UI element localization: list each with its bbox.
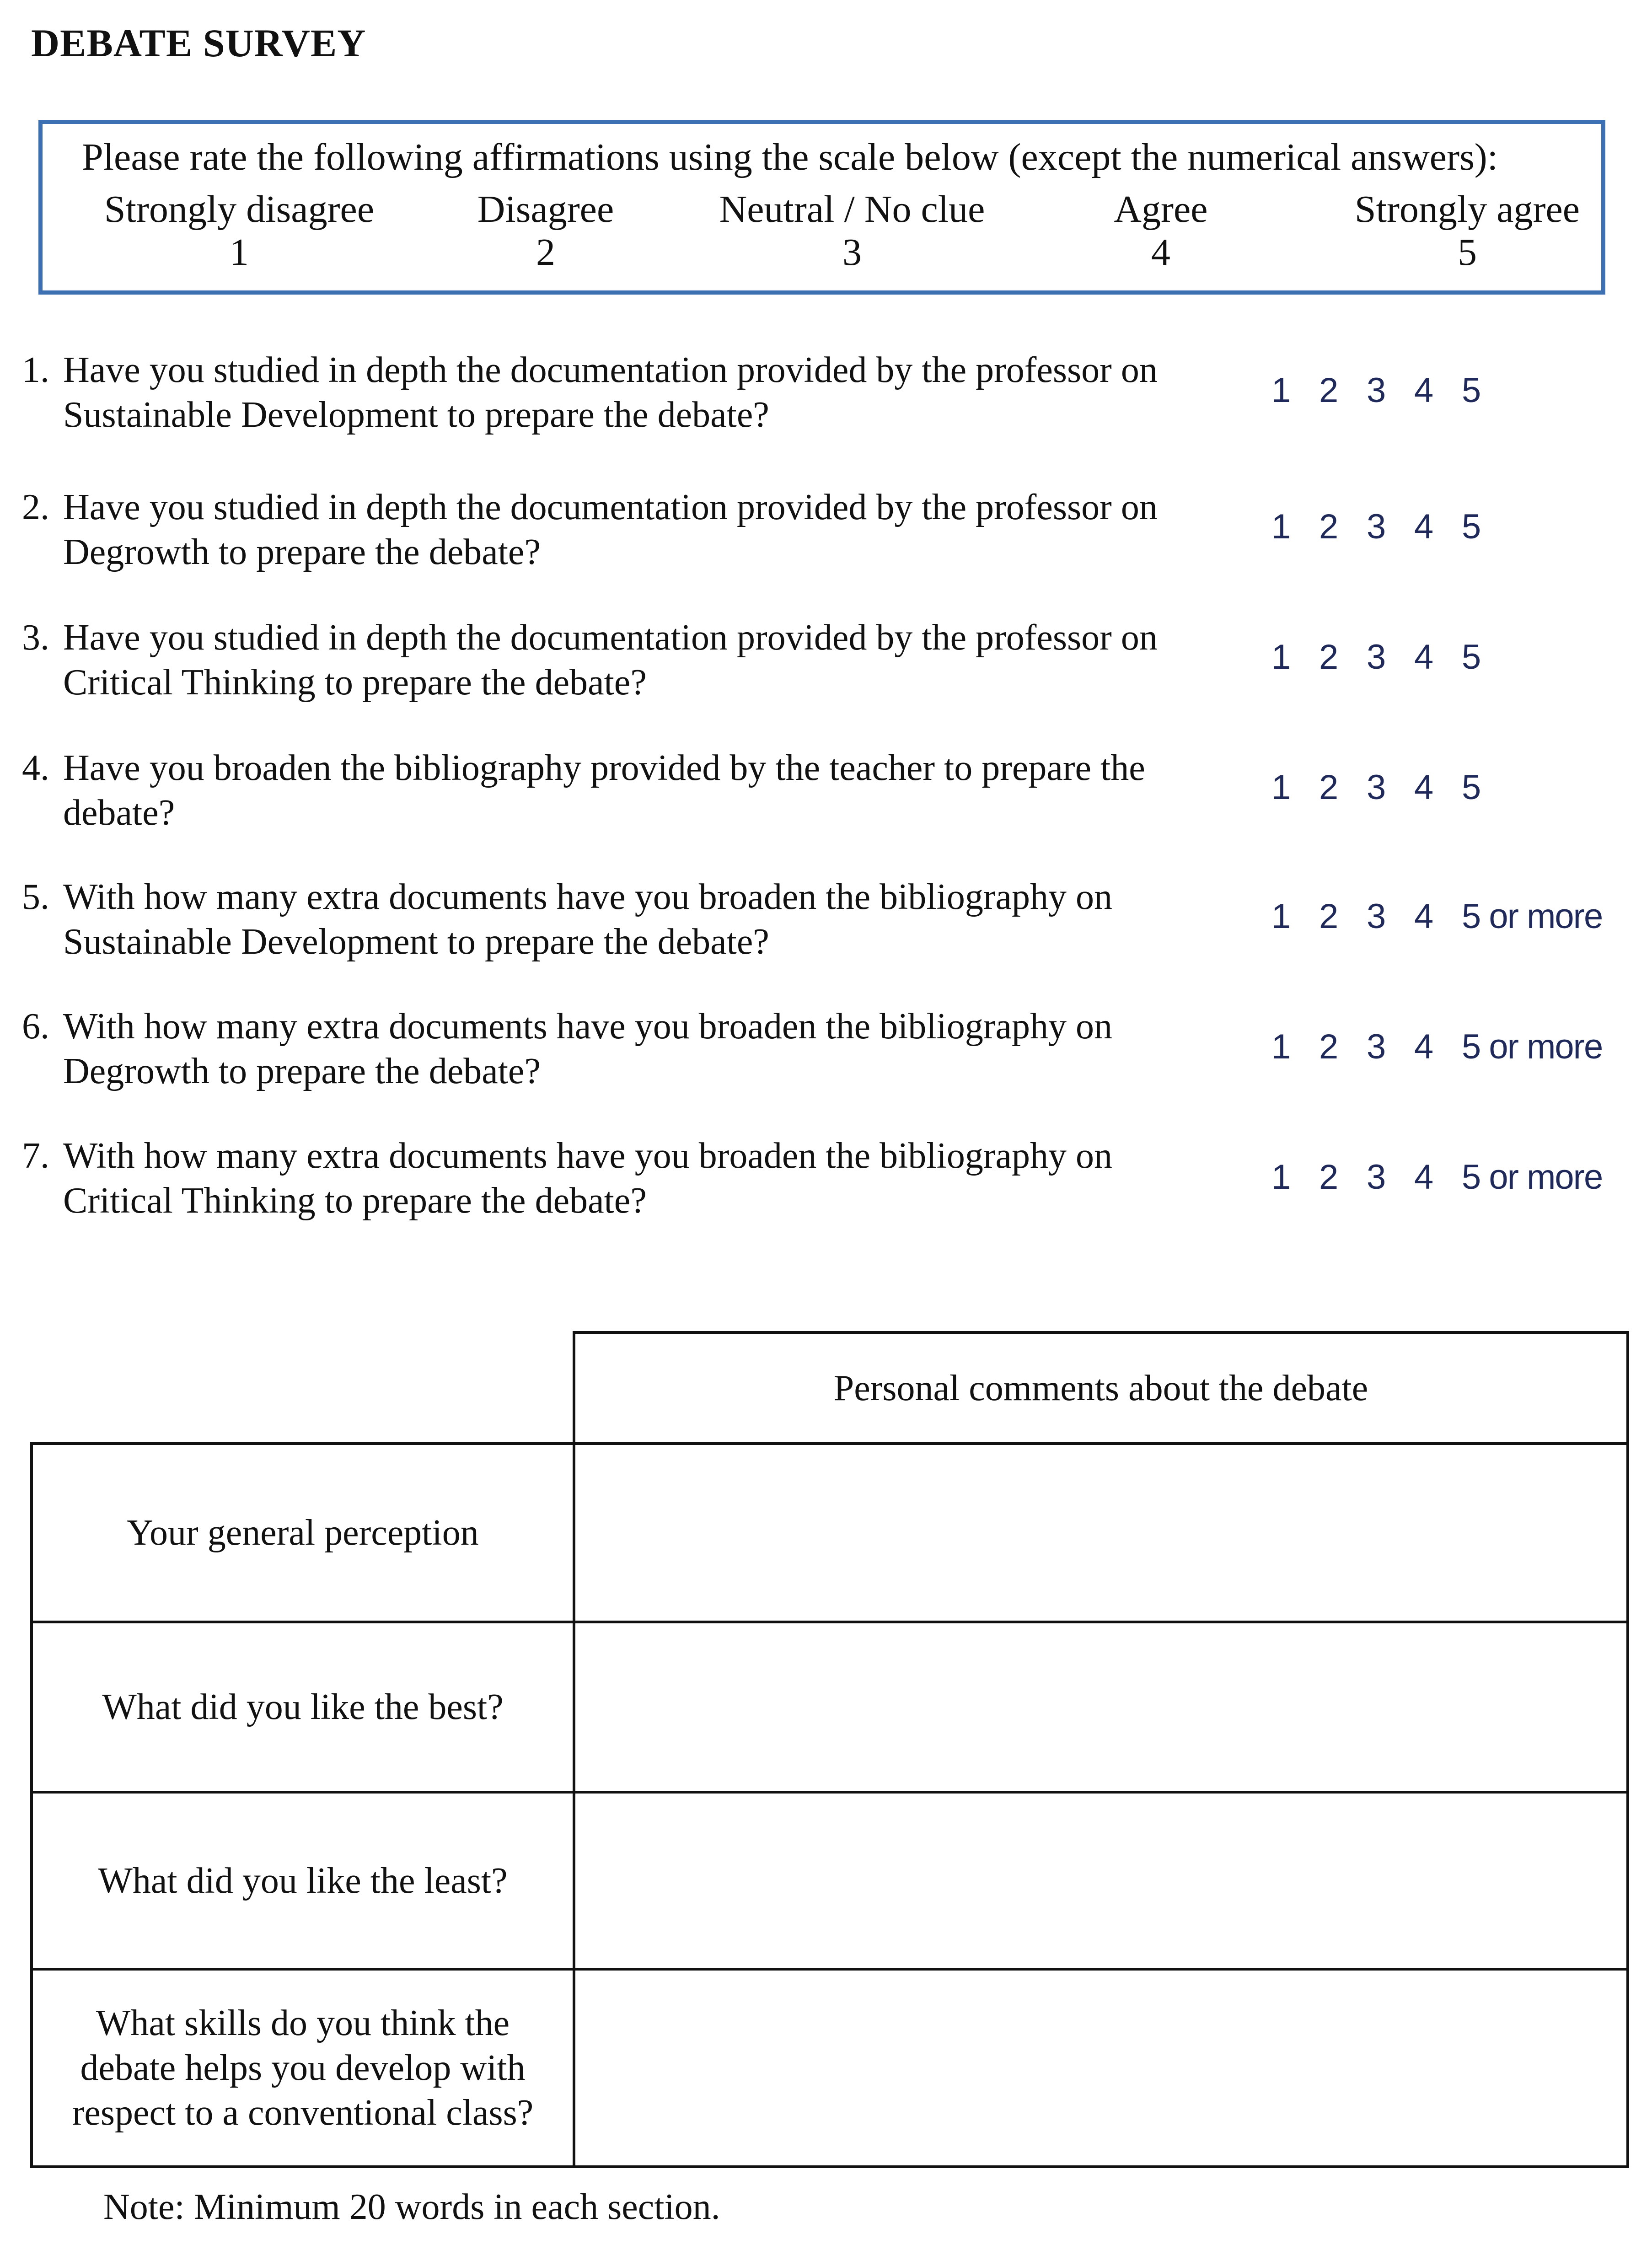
answer-option[interactable]: 2 [1319,507,1339,546]
answer-option[interactable]: 1 [1271,1158,1291,1197]
answer-option[interactable]: 1 [1271,1027,1291,1066]
question [22,1004,1248,1094]
comment-answer-cell[interactable] [575,1445,1626,1621]
question-number: 4. [22,748,49,788]
answer-option[interactable]: 1 [1271,371,1291,410]
answer-option[interactable]: 4 [1414,371,1434,410]
answer-option[interactable]: 3 [1367,638,1386,677]
scale-item [715,188,989,274]
scale-item [1024,188,1298,274]
table-header: Personal comments about the debate [833,1368,1368,1408]
question-line: debate? [63,793,175,833]
answer-option[interactable]: 5 or more [1462,1158,1603,1197]
question-line: Critical Thinking to prepare the debate? [63,662,647,703]
scale-item-value: 5 [1458,231,1477,274]
answer-option[interactable]: 1 [1271,507,1291,546]
scale-item-label: Agree [1114,188,1208,231]
comment-answer-cell[interactable] [575,1623,1626,1791]
scale-item-label: Strongly agree [1354,188,1580,231]
answer-option[interactable]: 3 [1367,507,1386,546]
answer-options [1271,1027,1647,1067]
question-number: 6. [22,1006,49,1047]
row-prompt: What did you like the best? [102,1687,504,1727]
scale-item-value: 1 [230,231,249,274]
comment-answer-cell[interactable] [575,1971,1626,2165]
question [22,875,1248,964]
scale-item [1330,188,1604,274]
row-prompt: What skills do you think the debate helps you develop with respect to a conventional class? [72,2003,534,2133]
scale-item-value: 2 [536,231,555,274]
answer-option[interactable]: 2 [1319,1158,1339,1197]
scale-item [102,188,376,274]
row-prompt: Your general perception [127,1513,479,1553]
answer-options [1271,637,1647,677]
question-line: Have you studied in depth the documentation provided by the professor on [63,618,1158,658]
question-line: With how many extra documents have you broaden the bibliography on [63,877,1112,917]
question [22,746,1248,835]
question-line: Critical Thinking to prepare the debate? [63,1181,647,1221]
table-border [1626,1331,1629,2168]
answer-option[interactable]: 2 [1319,638,1339,677]
answer-option[interactable]: 2 [1319,1027,1339,1066]
question-line: Degrowth to prepare the debate? [63,532,541,572]
question-line: Sustainable Development to prepare the debate? [63,922,769,962]
scale-item-value: 4 [1151,231,1170,274]
question-number: 5. [22,877,49,917]
scale-item-value: 3 [842,231,862,274]
rating-scale-box [38,120,1605,295]
answer-option[interactable]: 1 [1271,768,1291,807]
scale-instruction: Please rate the following affirmations using the scale below (except the numerical answers): [82,136,1498,178]
answer-options [1271,768,1647,807]
question [22,485,1248,575]
question [22,348,1248,437]
answer-option[interactable]: 4 [1414,1027,1434,1066]
question-number: 2. [22,487,49,527]
question-number: 7. [22,1136,49,1176]
answer-option[interactable]: 4 [1414,638,1434,677]
question-line: Have you studied in depth the documentation provided by the professor on [63,350,1158,390]
answer-option[interactable]: 2 [1319,897,1339,936]
answer-options [1271,897,1647,936]
note: Note: Minimum 20 words in each section. [103,2187,720,2227]
question-line: With how many extra documents have you broaden the bibliography on [63,1136,1112,1176]
answer-option[interactable]: 3 [1367,897,1386,936]
scale-item-label: Strongly disagree [104,188,375,231]
answer-option[interactable]: 3 [1367,1158,1386,1197]
question-number: 3. [22,618,49,658]
question-line: With how many extra documents have you broaden the bibliography on [63,1006,1112,1047]
question-line: Sustainable Development to prepare the debate? [63,395,769,435]
answer-option[interactable]: 4 [1414,1158,1434,1197]
answer-option[interactable]: 3 [1367,371,1386,410]
scale-item-label: Disagree [477,188,614,231]
answer-option[interactable]: 2 [1319,768,1339,807]
question-line: Have you broaden the bibliography provided by the teacher to prepare the [63,748,1145,788]
question-line: Have you studied in depth the documentation provided by the professor on [63,487,1158,527]
answer-option[interactable]: 3 [1367,768,1386,807]
comment-answer-cell[interactable] [575,1794,1626,1968]
answer-option[interactable]: 3 [1367,1027,1386,1066]
answer-option[interactable]: 5 [1462,768,1481,807]
question-number: 1. [22,350,49,390]
question-line: Degrowth to prepare the debate? [63,1051,541,1091]
scale-item-label: Neutral / No clue [719,188,985,231]
answer-options [1271,1157,1647,1197]
answer-option[interactable]: 5 [1462,507,1481,546]
question [22,1133,1248,1223]
answer-option[interactable]: 5 [1462,371,1481,410]
answer-option[interactable]: 2 [1319,371,1339,410]
answer-options [1271,371,1647,410]
answer-option[interactable]: 5 or more [1462,1027,1603,1066]
answer-option[interactable]: 4 [1414,897,1434,936]
answer-option[interactable]: 1 [1271,638,1291,677]
answer-option[interactable]: 5 or more [1462,897,1603,936]
scale-item [408,188,683,274]
question [22,615,1248,705]
answer-option[interactable]: 4 [1414,768,1434,807]
answer-option[interactable]: 4 [1414,507,1434,546]
row-prompt: What did you like the least? [98,1860,508,1901]
answer-options [1271,507,1647,547]
page-title: DEBATE SURVEY [31,21,366,65]
table-border [30,2165,1629,2168]
answer-option[interactable]: 5 [1462,638,1481,677]
answer-option[interactable]: 1 [1271,897,1291,936]
